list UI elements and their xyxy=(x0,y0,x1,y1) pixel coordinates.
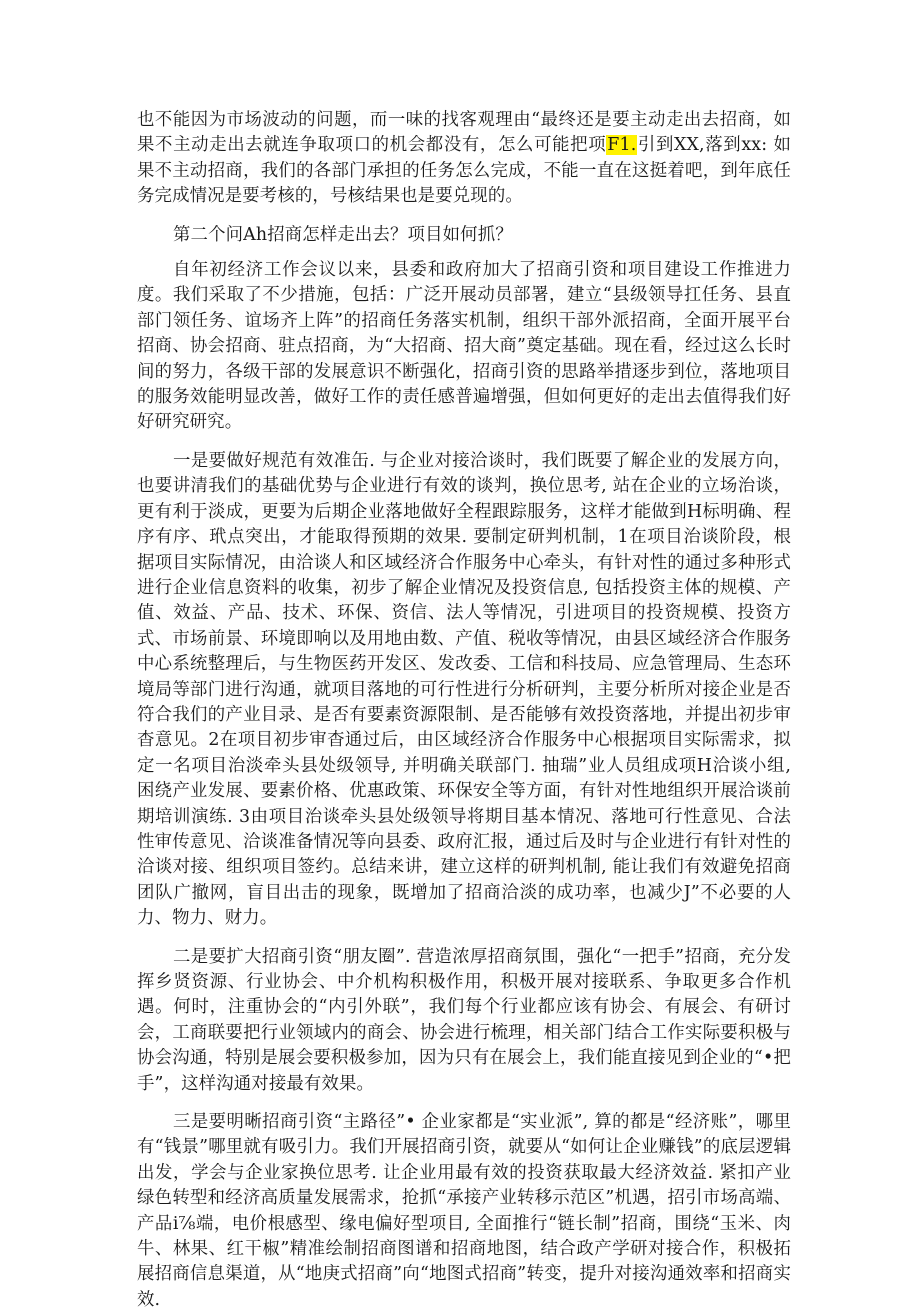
section-question-heading: 第二个问Ah招商怎样走出去？项目如何抓？ xyxy=(173,224,513,245)
paragraph-4: 一是要做好规范有效准缶. 与企业对接洽谈时，我们既要了解企业的发展方向，也要讲清我们的基础优势与企业进行有效的谈判，换位思考, 站在企业的立场治谈，更有利于淡成，更要为后期企业落地做好全程跟踪服务，这样才能做到H标明确、程序有序、玳点突出，才能取得预期的效果. 要制定研判机制，1在项目治谈阶段，根据项目实际情况，由洽谈人和区域经济合作服务中心牵头，有针对性的通过多种形式进行企业信息资料的收集，初步了解企业情况及投资信息, 包括投资主体的规模、产值、效益、产品、技术、环保、资信、法人等情况，引进项目的投资规模、投资方式、市场前景、环境即响以及用地由数、产值、税收等情况，由县区域经济合作服务中心系统整理后，与生物医药开发区、发改委、工信和科技局、应急管理局、生态环境局等部门进行沟通，就项目落地的可行性进行分析研判，主要分析所对接企业是否符合我们的产业目录、是否有要素资源限制、是否能够有效投资落地，并提出初步审杳意见。2在项目初步审杳通过后，由区域经济合作服务中心根据项目实际需求，拟定一名项目治淡牵头县处级领导, 并明确关联部门. 抽瑞”业人员组成项H洽谈小组, 困绕产业发展、要素价格、优惠政策、环保安全等方面，有针对性地组织开展洽谈前期培训演练. 3由项目治谈牵头县处级领导将期目基本情况、落地可行性意见、合法性审传意见、洽谈准备情况等向县委、政府汇报，通过后及时与企业进行有针对性的洽谈对接、组织项目签约。总结来讲，建立这样的研判机制, 能让我们有效避免招商团队广撤网，盲目出击的现象，既增加了招商洽淡的成功率，也减少J”不必要的人力、物力、财力。 xyxy=(137,450,791,929)
paragraph-1 xyxy=(137,108,791,210)
highlighted-text: F1. xyxy=(607,135,637,156)
paragraph-1-text-a: 也不能因为市场波动的问题，而一味的找客观理由“最终还是要主动走出去招商，如果不主动走出去就连争取项口的机会都没有，怎么可能把项 xyxy=(137,110,791,156)
paragraph-3: 自年初经济工作会议以来，县委和政府加大了招商引资和项目建设工作推进力度。我们采取了不少措施，包括：广泛开展动员部署，建立“县级领导扛任务、县直部门领任务、谊场齐上阵”的招商任务落实机制，组织干部外派招商，全面开展平台招商、协会招商、驻点招商，为“大招商、招大商”奠定基础。现在看，经过这么长时间的努力，各级干部的发展意识不断强化，招商引资的思路举措逐步到位，落地项目的服务效能明显改善，做好工作的责任感普遍增强，但如何更好的走出去值得我们好好研究研究。 xyxy=(137,260,791,433)
paragraph-5: 二是要扩大招商引资“朋友圈”. 营造浓厚招商氛围，强化“一把手”招商，充分发挥乡贤资源、行业协会、中介机构积极作用，积极开展对接联系、争取更多合作机遇。何时，注重协会的“内引外联”，我们每个行业都应该有协会、有展会、有研讨会，工商联要把行业领域内的商会、协会进行梳理，相关部门结合工作实际要积极与协会沟通，特别是展会要积极参加，因为只有在展会上，我们能直接见到企业的“•把手”，这样沟通对接最有效果。 xyxy=(137,946,791,1094)
paragraph-1-text-b: 引到XX,落到xx: 如果不主动招商，我们的各部门承担的任务怎么完成，不能一直在这挺着吧，到年底任务完成情况是要考核的，号核结果也是要兑现的。 xyxy=(137,135,791,207)
document-page xyxy=(137,108,791,1313)
paragraph-6: 三是要明晰招商引资“主路径”• 企业家都是“实业派”, 算的都是“经济账”，哪里有“钱景”哪里就有吸引力。我们开展招商引资，就要从“如何让企业赚钱”的底层逻辑出发，学会与企业家换位思考. 让企业用最有效的投资获取最大经济效益. 紧扣产业绿色转型和经济高质量发展需求，抢抓“承接产业转移示范区”机遇，招引市场高端、产品i⅞端，电价根感型、缘电偏好型项目, 全面推行“链长制”招商，围绕“玉米、肉牛、林果、红干椒”精准绘制招商图谱和招商地图，结合政产学研对接合作，积极拓展招商信息渠道，从“地庚式招商”向“地图式招商”转变，提升对接沟通效率和招商实效. xyxy=(137,1112,791,1310)
